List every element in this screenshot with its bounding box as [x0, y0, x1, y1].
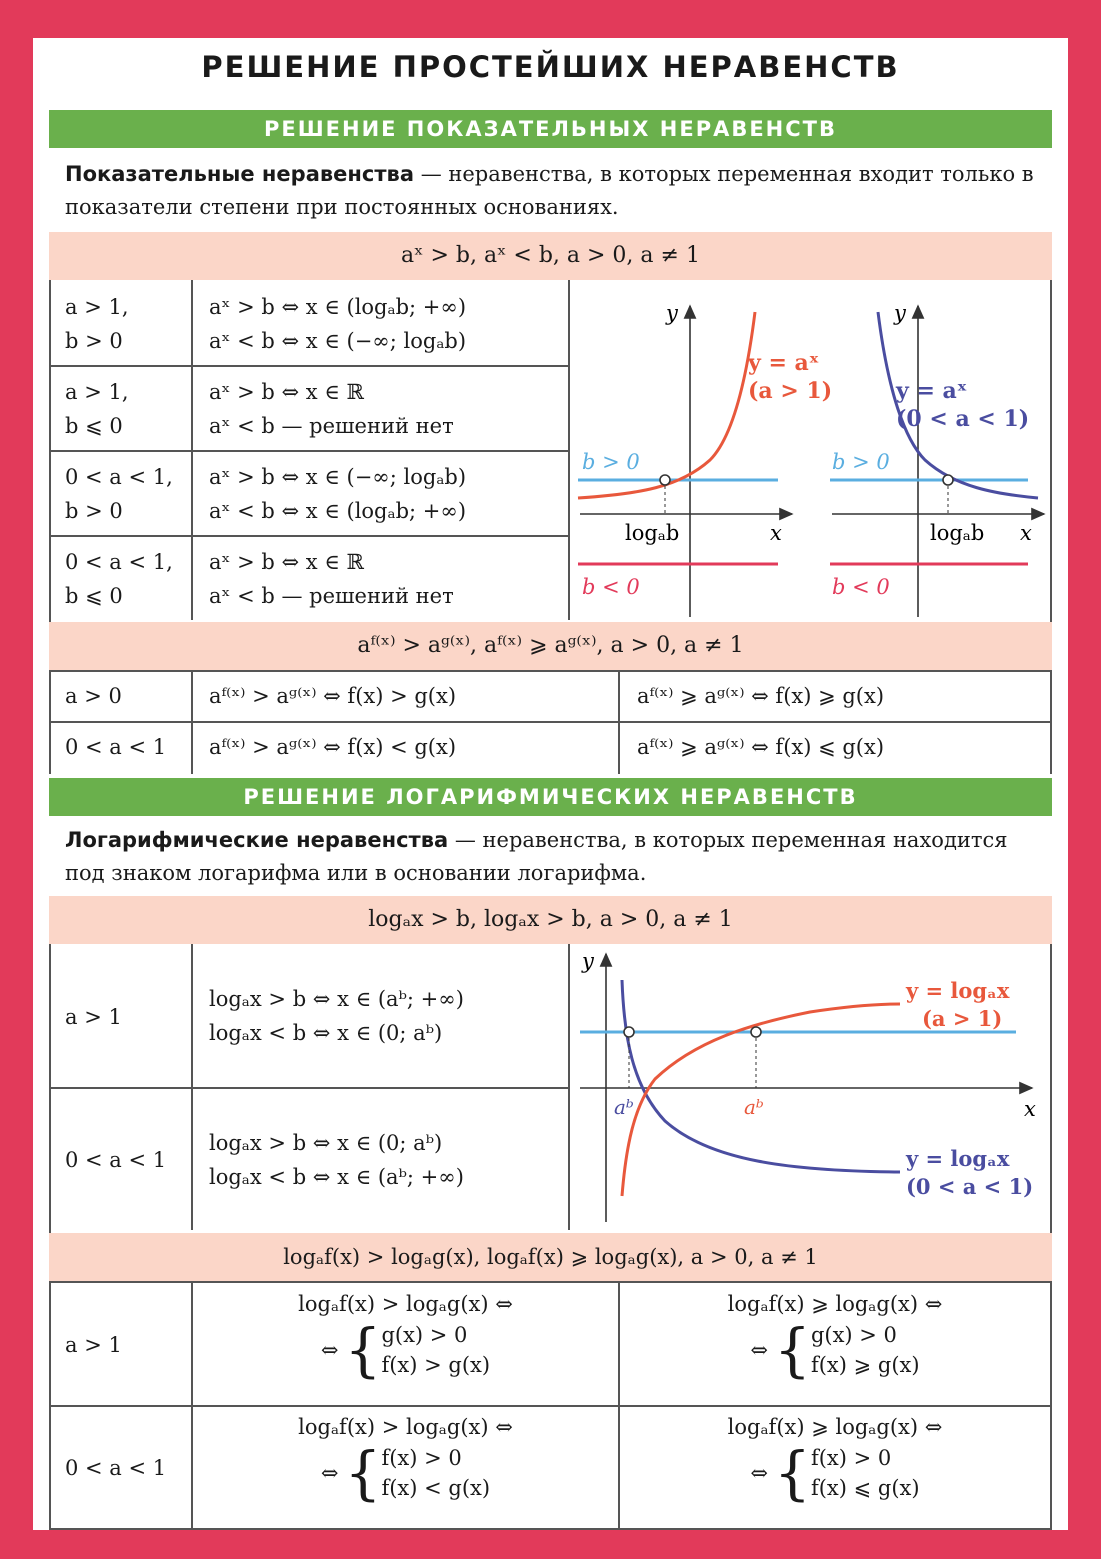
exp-general-band: aᶠ⁽ˣ⁾ > aᵍ⁽ˣ⁾, aᶠ⁽ˣ⁾ ⩾ aᵍ⁽ˣ⁾, a > 0, a ≠ 1 [49, 622, 1052, 670]
log-row-condition: 0 < a < 1 [65, 1148, 167, 1172]
equiv-symbol: ⇔ [750, 1338, 769, 1362]
exp-general-strict: aᶠ⁽ˣ⁾ > aᵍ⁽ˣ⁾ ⇔ f(x) < g(x) [209, 735, 457, 759]
section-header-logarithmic: РЕШЕНИЕ ЛОГАРИФМИЧЕСКИХ НЕРАВЕНСТВ [49, 778, 1052, 816]
cond-b: b ⩽ 0 [65, 414, 123, 438]
ab-label: aᵇ [744, 1095, 764, 1119]
y-label: y [666, 301, 678, 325]
system [620, 1316, 1050, 1384]
curve-label: y = aˣ [748, 350, 820, 376]
solution-line: logₐx > b ⇔ x ∈ (0; aᵇ) [209, 1131, 443, 1155]
brace-icon: { [774, 1439, 811, 1507]
system-line: f(x) > g(x) [381, 1353, 491, 1377]
log-curve-decreasing [622, 980, 900, 1172]
grid-line [49, 1528, 1052, 1530]
log-general-nonstrict [620, 1292, 1050, 1384]
system-line: f(x) > 0 [381, 1446, 462, 1470]
intersection-point [624, 1027, 634, 1037]
cond-b: b > 0 [65, 499, 123, 523]
cond-b: b > 0 [65, 329, 123, 353]
exp-general-strict: aᶠ⁽ˣ⁾ > aᵍ⁽ˣ⁾ ⇔ f(x) > g(x) [209, 684, 457, 708]
equiv-symbol: ⇔ [320, 1461, 339, 1485]
equiv-symbol: ⇔ [320, 1338, 339, 1362]
curve-condition: (a > 1) [748, 378, 833, 404]
exp-curve-decay [878, 312, 1038, 498]
grid-line [49, 365, 568, 367]
system-head: logₐf(x) ⩾ logₐg(x) ⇔ [727, 1292, 943, 1316]
x-label: x [1024, 1097, 1036, 1121]
section-header-exponential: РЕШЕНИЕ ПОКАЗАТЕЛЬНЫХ НЕРАВЕНСТВ [49, 110, 1052, 148]
solution-line: aˣ > b ⇔ x ∈ ℝ [209, 380, 364, 404]
grid-line [49, 721, 1052, 723]
brace-icon: { [774, 1316, 811, 1384]
log-condition-band: logₐx > b, logₐx > b, a > 0, a ≠ 1 [49, 896, 1052, 944]
b-positive-label: b > 0 [582, 450, 640, 474]
log-general-strict [193, 1415, 618, 1507]
exp-graphs [570, 282, 1048, 618]
cond-a: 0 < a < 1, [65, 550, 173, 574]
exp-general-condition: 0 < a < 1 [65, 735, 167, 759]
exp-term: Показательные неравенства [65, 162, 415, 186]
log-general-nonstrict [620, 1415, 1050, 1507]
solution-line: logₐx < b ⇔ x ∈ (0; aᵇ) [209, 1021, 443, 1045]
intersection-point [751, 1027, 761, 1037]
system-line: f(x) ⩽ g(x) [810, 1476, 920, 1500]
grid-line [49, 450, 568, 452]
curve-label: y = logₐx [906, 1146, 1010, 1171]
exp-row-condition [51, 375, 129, 443]
cond-a: a > 1, [65, 295, 129, 319]
log-row-condition: a > 1 [65, 1005, 122, 1029]
y-label: y [582, 949, 594, 973]
system-line: f(x) < g(x) [381, 1476, 491, 1500]
solution-line: aˣ < b — решений нет [209, 414, 454, 438]
brace-icon: { [344, 1439, 382, 1507]
exp-row-condition [51, 290, 129, 358]
curve-label: y = logₐx [906, 978, 1010, 1003]
curve-label: y = aˣ [896, 378, 968, 404]
logab-label: logₐb [930, 521, 985, 545]
b-positive-label: b > 0 [832, 450, 890, 474]
system [193, 1316, 618, 1384]
system-line: f(x) > 0 [810, 1446, 892, 1470]
exp-definition [49, 158, 1052, 224]
system-line: f(x) ⩾ g(x) [810, 1353, 920, 1377]
exp-general-condition: a > 0 [65, 684, 122, 708]
log-term: Логарифмические неравенства [65, 828, 449, 852]
cond-b: b ⩽ 0 [65, 584, 123, 608]
log-graph [570, 946, 1048, 1228]
system [193, 1439, 618, 1507]
log-definition-text: — неравенства, в которых переменная находится под знаком логарифма или в основании логарифма. [65, 828, 1008, 885]
system-lines [811, 1320, 920, 1380]
curve-condition: (a > 1) [922, 1006, 1003, 1031]
exp-general-nonstrict: aᶠ⁽ˣ⁾ ⩾ aᵍ⁽ˣ⁾ ⇔ f(x) ⩽ g(x) [637, 735, 885, 759]
exp-general-nonstrict: aᶠ⁽ˣ⁾ ⩾ aᵍ⁽ˣ⁾ ⇔ f(x) ⩾ g(x) [637, 684, 885, 708]
system-line: g(x) > 0 [810, 1323, 897, 1347]
b-negative-label: b < 0 [832, 575, 890, 599]
ab-label: aᵇ [614, 1095, 634, 1119]
equiv-symbol: ⇔ [750, 1461, 769, 1485]
grid-line [191, 670, 193, 774]
cond-a: 0 < a < 1, [65, 465, 173, 489]
solution-line: aˣ < b ⇔ x ∈ (logₐb; +∞) [209, 499, 467, 523]
grid-line [1050, 280, 1052, 774]
exp-row-solution [195, 545, 454, 613]
brace-icon: { [344, 1316, 382, 1384]
grid-line [618, 670, 620, 774]
log-general-strict [193, 1292, 618, 1384]
log-row-solution [195, 982, 464, 1050]
b-negative-label: b < 0 [582, 575, 640, 599]
exp-definition-text: — неравенства, в которых переменная входит только в показатели степени при постоянных основаниях. [65, 162, 1034, 219]
log-general-condition: 0 < a < 1 [65, 1456, 167, 1480]
page-title: РЕШЕНИЕ ПРОСТЕЙШИХ НЕРАВЕНСТВ [201, 50, 900, 84]
system-lines [381, 1443, 490, 1503]
x-label: x [770, 521, 782, 545]
curve-condition: (0 < a < 1) [906, 1174, 1034, 1199]
solution-line: logₐx < b ⇔ x ∈ (aᵇ; +∞) [209, 1165, 464, 1189]
log-row-solution [195, 1126, 464, 1194]
x-label: x [1020, 521, 1032, 545]
grid-line [49, 535, 568, 537]
log-definition [49, 824, 1052, 890]
exp-row-solution [195, 290, 466, 358]
y-label: y [894, 301, 906, 325]
system-lines [381, 1320, 490, 1380]
solution-line: logₐx > b ⇔ x ∈ (aᵇ; +∞) [209, 987, 464, 1011]
exp-row-condition [51, 545, 173, 613]
system-head: logₐf(x) ⩾ logₐg(x) ⇔ [727, 1415, 943, 1439]
exp-row-solution [195, 375, 454, 443]
intersection-point [660, 475, 670, 485]
logab-label: logₐb [625, 521, 680, 545]
cond-a: a > 1, [65, 380, 129, 404]
log-general-band: logₐf(x) > logₐg(x), logₐf(x) ⩾ logₐg(x), a > 0, a ≠ 1 [49, 1233, 1052, 1281]
reference-sheet [33, 38, 1068, 1530]
solution-line: aˣ > b ⇔ x ∈ (logₐb; +∞) [209, 295, 467, 319]
grid-line [49, 1405, 1052, 1407]
grid-line [49, 1087, 568, 1089]
solution-line: aˣ < b ⇔ x ∈ (−∞; logₐb) [209, 329, 467, 353]
curve-condition: (0 < a < 1) [896, 406, 1030, 432]
exp-row-condition [51, 460, 173, 528]
system-lines [811, 1443, 920, 1503]
exp-row-solution [195, 460, 466, 528]
solution-line: aˣ > b ⇔ x ∈ ℝ [209, 550, 364, 574]
grid-line [49, 670, 1052, 672]
intersection-point [943, 475, 953, 485]
solution-line: aˣ < b — решений нет [209, 584, 454, 608]
grid-line [49, 1281, 1052, 1283]
log-general-condition: a > 1 [65, 1333, 122, 1357]
system-head: logₐf(x) > logₐg(x) ⇔ [298, 1415, 513, 1439]
solution-line: aˣ > b ⇔ x ∈ (−∞; logₐb) [209, 465, 467, 489]
exp-condition-band: aˣ > b, aˣ < b, a > 0, a ≠ 1 [49, 232, 1052, 280]
system [620, 1439, 1050, 1507]
system-line: g(x) > 0 [381, 1323, 468, 1347]
system-head: logₐf(x) > logₐg(x) ⇔ [298, 1292, 513, 1316]
